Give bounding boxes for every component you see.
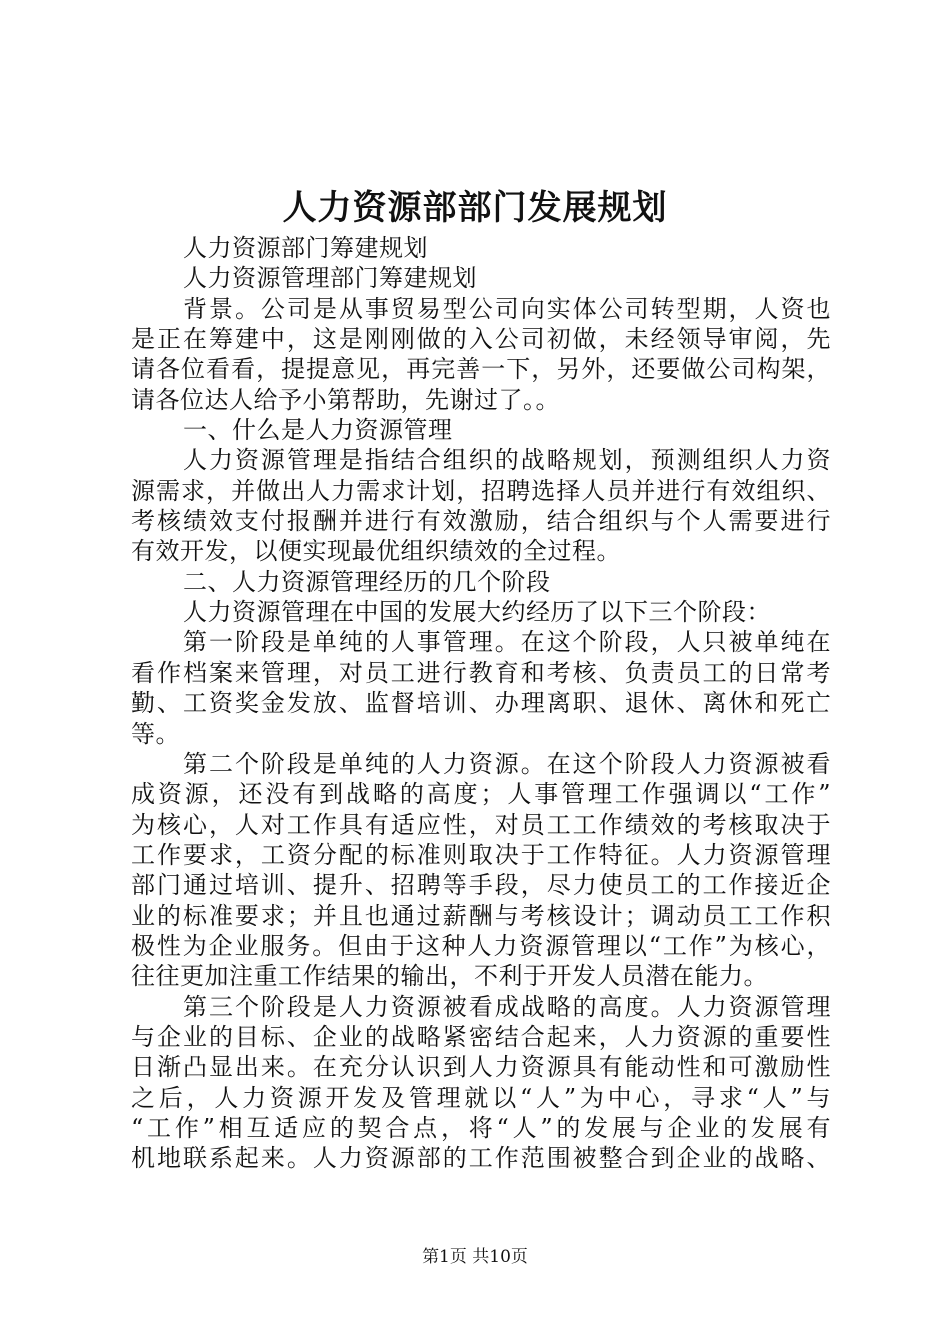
paragraph-line: 工作要求，工资分配的标准则取决于工作特征。人力资源管理 xyxy=(131,840,831,869)
paragraph-line: 源需求，并做出人力需求计划，招聘选择人员并进行有效组织、 xyxy=(131,476,831,505)
paragraph-line: 为核心，人对工作具有适应性，对员工工作绩效的考核取决于 xyxy=(131,810,831,839)
paragraph-line: 部门通过培训、提升、招聘等手段，尽力使员工的工作接近企 xyxy=(131,871,831,900)
paragraph-line: 请各位看看，提提意见，再完善一下，另外，还要做公司构架， xyxy=(131,355,831,384)
paragraph-line: 人力资源管理是指结合组织的战略规划，预测组织人力资 xyxy=(183,446,831,475)
paragraph-line: 看作档案来管理，对员工进行教育和考核、负责员工的日常考 xyxy=(131,658,831,687)
paragraph-line: 成资源，还没有到战略的高度；人事管理工作强调以“工作” xyxy=(131,780,831,809)
paragraph-line: 考核绩效支付报酬并进行有效激励，结合组织与个人需要进行 xyxy=(131,507,831,536)
paragraph-line: 有效开发，以便实现最优组织绩效的全过程。 xyxy=(131,537,621,566)
paragraph-line: 与企业的目标、企业的战略紧密结合起来，人力资源的重要性 xyxy=(131,1022,831,1051)
paragraph-line: 日渐凸显出来。在充分认识到人力资源具有能动性和可激励性 xyxy=(131,1053,831,1082)
paragraph-line: 背景。公司是从事贸易型公司向实体公司转型期，人资也 xyxy=(183,294,831,323)
paragraph-line: 机地联系起来。人力资源部的工作范围被整合到企业的战略、 xyxy=(131,1144,831,1173)
paragraph-line: 人力资源管理在中国的发展大约经历了以下三个阶段： xyxy=(183,598,771,627)
paragraph-line: 业的标准要求；并且也通过薪酬与考核设计；调动员工工作积 xyxy=(131,901,831,930)
paragraph-line: “工作”相互适应的契合点，将“人”的发展与企业的发展有 xyxy=(131,1113,831,1142)
paragraph-line: 第二个阶段是单纯的人力资源。在这个阶段人力资源被看 xyxy=(183,749,831,778)
page-number-footer: 第1页 共10页 xyxy=(422,1247,528,1267)
document-title: 人力资源部部门发展规划 xyxy=(282,188,668,228)
document-body xyxy=(131,233,831,1174)
subtitle-line: 人力资源部门筹建规划 xyxy=(183,234,428,262)
paragraph-line: 第一阶段是单纯的人事管理。在这个阶段，人只被单纯在 xyxy=(183,628,831,657)
paragraph-line: 第三个阶段是人力资源被看成战略的高度。人力资源管理 xyxy=(183,992,831,1021)
paragraph-line: 等。 xyxy=(131,719,180,748)
paragraph-line: 请各位达人给予小第帮助，先谢过了。。 xyxy=(131,385,560,414)
paragraph-line: 是正在筹建中，这是刚刚做的入公司初做，未经领导审阅，先 xyxy=(131,325,831,354)
section-heading: 二、人力资源管理经历的几个阶段 xyxy=(183,567,551,596)
section-heading: 一、什么是人力资源管理 xyxy=(183,416,453,445)
paragraph-line: 极性为企业服务。但由于这种人力资源管理以“工作”为核心， xyxy=(131,931,831,960)
paragraph-line: 之后，人力资源开发及管理就以“人”为中心，寻求“人”与 xyxy=(131,1083,831,1112)
paragraph-line: 往往更加注重工作结果的输出，不利于开发人员潜在能力。 xyxy=(131,962,768,991)
paragraph-line: 勤、工资奖金发放、监督培训、办理离职、退休、离休和死亡 xyxy=(131,689,831,718)
subtitle-line: 人力资源管理部门筹建规划 xyxy=(183,264,477,293)
